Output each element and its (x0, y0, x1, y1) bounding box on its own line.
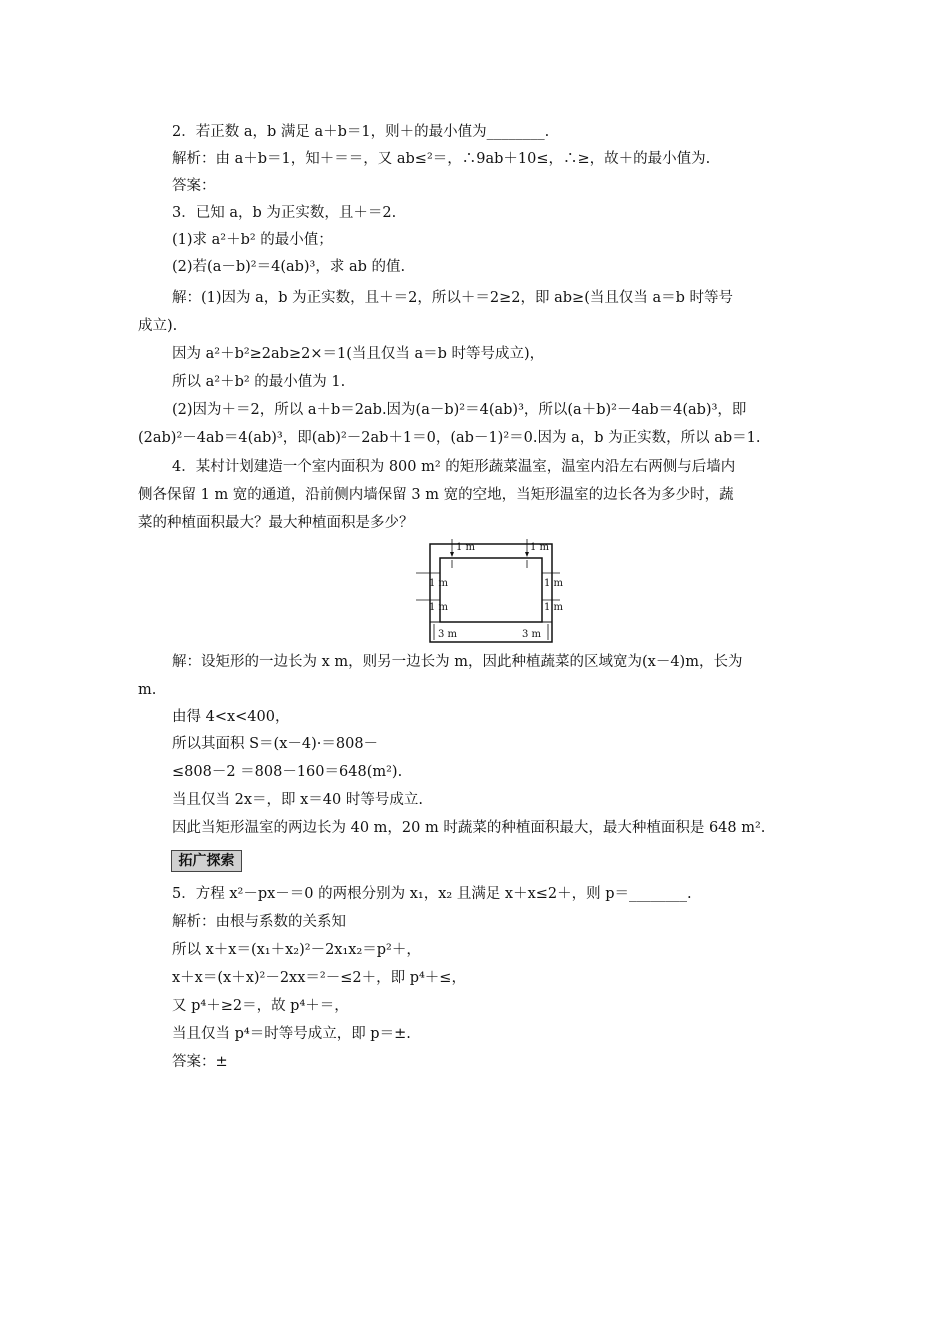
problem-4-solution-line: 解：设矩形的一边长为 x m，则另一边长为 m，因此种植蔬菜的区域宽为(x－4)m，长为 (172, 654, 743, 670)
problem-3-solution-line: 解：(1)因为 a，b 为正实数，且＋＝2，所以＋＝2≥2，即 ab≥(当且仅当 a＝b 时等号 (172, 290, 733, 306)
greenhouse-diagram (410, 536, 564, 646)
problem-2-answer: 答案： (172, 178, 216, 194)
problem-4-solution-line: 所以其面积 S＝(x－4)·＝808－ (172, 736, 379, 752)
problem-5-question: 5．方程 x²－px－＝0 的两根分别为 x₁，x₂ 且满足 x＋x≤2＋，则 p＝________. (172, 886, 692, 902)
label-top-right: 1 m (530, 542, 550, 553)
label-top-left: 1 m (456, 542, 476, 553)
problem-2-analysis: 解析：由 a＋b＝1，知＋＝＝，又 ab≤²＝，∴9ab＋10≤，∴≥，故＋的最小值为. (172, 151, 711, 167)
problem-3-part-1: (1)求 a²＋b² 的最小值； (172, 232, 333, 248)
label-bottom-left: 3 m (438, 629, 458, 640)
problem-3-solution-line: 成立). (138, 318, 178, 334)
problem-5-analysis: 所以 x＋x＝(x₁＋x₂)²－2x₁x₂＝p²＋， (172, 942, 421, 958)
problem-5-answer: 答案：± (172, 1054, 228, 1070)
problem-4-solution-line: ≤808－2 ＝808－160＝648(m²). (172, 764, 403, 780)
problem-4-question: 侧各保留 1 m 宽的通道，沿前侧内墙保留 3 m 宽的空地，当矩形温室的边长各为多少时，蔬 (138, 487, 734, 503)
problem-4-solution-line: 因此当矩形温室的两边长为 40 m，20 m 时蔬菜的种植面积最大，最大种植面积是 648 m². (172, 820, 766, 836)
label-right-upper: 1 m (544, 578, 564, 589)
problem-5-analysis: x＋x＝(x＋x)²－2xx＝²－≤2＋，即 p⁴＋≤， (172, 970, 466, 986)
problem-3-solution-line: (2ab)²－4ab＝4(ab)³，即(ab)²－2ab＋1＝0，(ab－1)²＝0.因为 a，b 为正实数，所以 ab＝1. (138, 430, 761, 446)
problem-3-part-2: (2)若(a－b)²＝4(ab)³，求 ab 的值. (172, 259, 406, 275)
problem-4-question: 4．某村计划建造一个室内面积为 800 m² 的矩形蔬菜温室，温室内沿左右两侧与后墙内 (172, 459, 736, 475)
problem-2-question: 2．若正数 a，b 满足 a＋b＝1，则＋的最小值为________. (172, 124, 550, 140)
problem-5-analysis: 解析：由根与系数的关系知 (172, 914, 346, 930)
label-right-lower: 1 m (544, 602, 564, 613)
problem-4-solution-line: 当且仅当 2x＝，即 x＝40 时等号成立. (172, 792, 423, 808)
problem-4-solution-line: m. (138, 682, 157, 698)
problem-4-question: 菜的种植面积最大？最大种植面积是多少？ (138, 515, 414, 531)
problem-3-solution-line: (2)因为＋＝2，所以 a＋b＝2ab.因为(a－b)²＝4(ab)³，所以(a＋b)²－4ab＝4(ab)³，即 (172, 402, 747, 418)
label-bottom-right: 3 m (522, 629, 542, 640)
section-heading: 拓广探索 (171, 850, 242, 872)
problem-4-solution-line: 由得 4<x<400， (172, 709, 290, 725)
problem-3-solution-line: 所以 a²＋b² 的最小值为 1. (172, 374, 346, 390)
problem-5-analysis: 又 p⁴＋≥2＝，故 p⁴＋＝， (172, 998, 349, 1014)
label-left-upper: 1 m (429, 578, 449, 589)
problem-5-analysis: 当且仅当 p⁴＝时等号成立，即 p＝±. (172, 1026, 411, 1042)
problem-3-question: 3．已知 a，b 为正实数，且＋＝2. (172, 205, 397, 221)
label-left-lower: 1 m (429, 602, 449, 613)
problem-3-solution-line: 因为 a²＋b²≥2ab≥2×＝1(当且仅当 a＝b 时等号成立)， (172, 346, 545, 362)
